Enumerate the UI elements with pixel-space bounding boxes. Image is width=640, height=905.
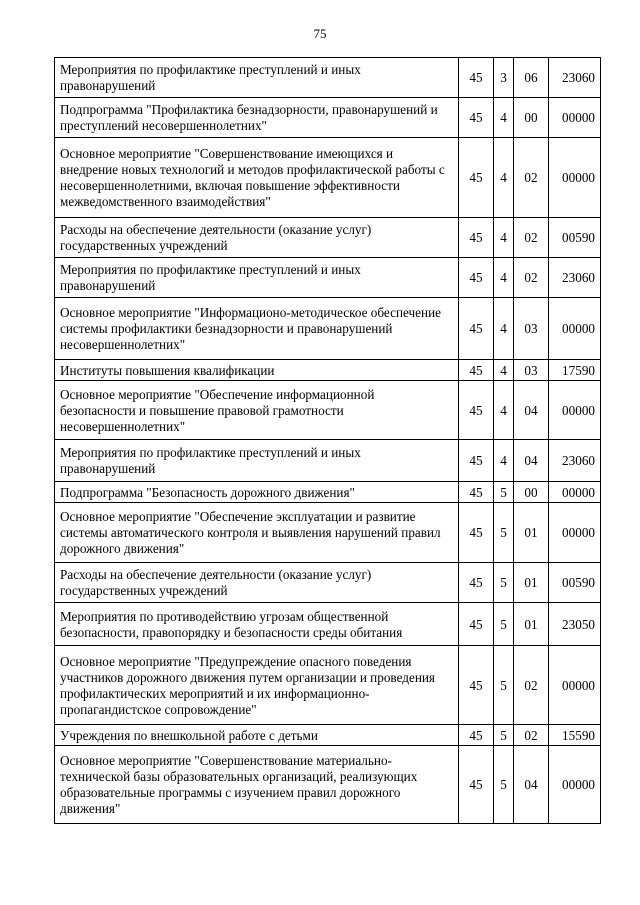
table-row (55, 646, 601, 725)
table-row (55, 746, 601, 824)
subprogram-code: 5 (494, 646, 514, 725)
table-row (55, 138, 601, 218)
subprogram-code: 5 (494, 482, 514, 503)
activity-code: 01 (514, 563, 549, 603)
table-row (55, 503, 601, 563)
activity-code: 01 (514, 603, 549, 646)
direction-code: 23060 (549, 58, 601, 98)
page-number: 75 (313, 26, 327, 41)
row-name: Основное мероприятие "Обеспечение эксплуатации и развитие системы автоматического контроля и выявления нарушений правил дорожного движения" (55, 503, 459, 563)
program-code: 45 (459, 360, 494, 381)
program-code: 45 (459, 603, 494, 646)
table-row (55, 98, 601, 138)
row-name: Институты повышения квалификации (55, 360, 459, 381)
direction-code: 00000 (549, 98, 601, 138)
direction-code: 00590 (549, 563, 601, 603)
table-row (55, 258, 601, 298)
subprogram-code: 4 (494, 258, 514, 298)
subprogram-code: 4 (494, 440, 514, 482)
activity-code: 04 (514, 746, 549, 824)
subprogram-code: 4 (494, 381, 514, 440)
table-row (55, 58, 601, 98)
row-name: Основное мероприятие "Совершенствование имеющихся и внедрение новых технологий и методов профилактической работы с несовершеннолетними, включая повышение эффективности межведомственного взаимодействия" (55, 138, 459, 218)
subprogram-code: 4 (494, 218, 514, 258)
program-code: 45 (459, 298, 494, 360)
program-code: 45 (459, 440, 494, 482)
row-name: Мероприятия по профилактике преступлений и иных правонарушений (55, 258, 459, 298)
activity-code: 04 (514, 381, 549, 440)
row-name: Основное мероприятие "Совершенствование материально-технической базы образовательных организаций, реализующих образовательные программы с изучением правил дорожного движения" (55, 746, 459, 824)
direction-code: 15590 (549, 725, 601, 746)
row-name: Расходы на обеспечение деятельности (оказание услуг) государственных учреждений (55, 563, 459, 603)
direction-code: 17590 (549, 360, 601, 381)
activity-code: 02 (514, 218, 549, 258)
activity-code: 03 (514, 360, 549, 381)
program-code: 45 (459, 258, 494, 298)
table-row (55, 563, 601, 603)
table-row (55, 381, 601, 440)
direction-code: 23060 (549, 440, 601, 482)
program-code: 45 (459, 746, 494, 824)
row-name: Мероприятия по профилактике преступлений и иных правонарушений (55, 58, 459, 98)
subprogram-code: 4 (494, 360, 514, 381)
subprogram-code: 4 (494, 298, 514, 360)
row-name: Основное мероприятие "Обеспечение информационной безопасности и повышение правовой грамотности несовершеннолетних" (55, 381, 459, 440)
row-name: Мероприятия по профилактике преступлений и иных правонарушений (55, 440, 459, 482)
direction-code: 00000 (549, 138, 601, 218)
program-code: 45 (459, 482, 494, 503)
activity-code: 04 (514, 440, 549, 482)
activity-code: 02 (514, 258, 549, 298)
table-row (55, 725, 601, 746)
activity-code: 02 (514, 725, 549, 746)
direction-code: 00000 (549, 646, 601, 725)
subprogram-code: 5 (494, 746, 514, 824)
subprogram-code: 4 (494, 98, 514, 138)
direction-code: 23060 (549, 258, 601, 298)
subprogram-code: 5 (494, 725, 514, 746)
activity-code: 01 (514, 503, 549, 563)
program-code: 45 (459, 58, 494, 98)
activity-code: 02 (514, 138, 549, 218)
direction-code: 00000 (549, 298, 601, 360)
direction-code: 23050 (549, 603, 601, 646)
row-name: Мероприятия по противодействию угрозам общественной безопасности, правопорядку и безопасности среды обитания (55, 603, 459, 646)
budget-table (54, 57, 601, 824)
activity-code: 00 (514, 98, 549, 138)
table-row (55, 298, 601, 360)
program-code: 45 (459, 503, 494, 563)
table-row (55, 603, 601, 646)
program-code: 45 (459, 381, 494, 440)
row-name: Учреждения по внешкольной работе с детьми (55, 725, 459, 746)
direction-code: 00000 (549, 381, 601, 440)
program-code: 45 (459, 98, 494, 138)
program-code: 45 (459, 218, 494, 258)
table-row (55, 360, 601, 381)
direction-code: 00590 (549, 218, 601, 258)
program-code: 45 (459, 646, 494, 725)
activity-code: 00 (514, 482, 549, 503)
activity-code: 02 (514, 646, 549, 725)
subprogram-code: 5 (494, 563, 514, 603)
table-row (55, 218, 601, 258)
table-row (55, 482, 601, 503)
activity-code: 06 (514, 58, 549, 98)
row-name: Подпрограмма "Профилактика безнадзорности, правонарушений и преступлений несовершеннолетних" (55, 98, 459, 138)
row-name: Основное мероприятие "Предупреждение опасного поведения участников дорожного движения путем организации и проведения профилактических мероприятий и их информационно-пропагандистское сопровождение" (55, 646, 459, 725)
row-name: Подпрограмма "Безопасность дорожного движения" (55, 482, 459, 503)
direction-code: 00000 (549, 746, 601, 824)
direction-code: 00000 (549, 482, 601, 503)
subprogram-code: 5 (494, 503, 514, 563)
program-code: 45 (459, 725, 494, 746)
row-name: Основное мероприятие "Информационо-методическое обеспечение системы профилактики безнадзорности и правонарушений несовершеннолетних" (55, 298, 459, 360)
activity-code: 03 (514, 298, 549, 360)
direction-code: 00000 (549, 503, 601, 563)
table-row (55, 440, 601, 482)
program-code: 45 (459, 138, 494, 218)
subprogram-code: 4 (494, 138, 514, 218)
subprogram-code: 3 (494, 58, 514, 98)
program-code: 45 (459, 563, 494, 603)
row-name: Расходы на обеспечение деятельности (оказание услуг) государственных учреждений (55, 218, 459, 258)
subprogram-code: 5 (494, 603, 514, 646)
